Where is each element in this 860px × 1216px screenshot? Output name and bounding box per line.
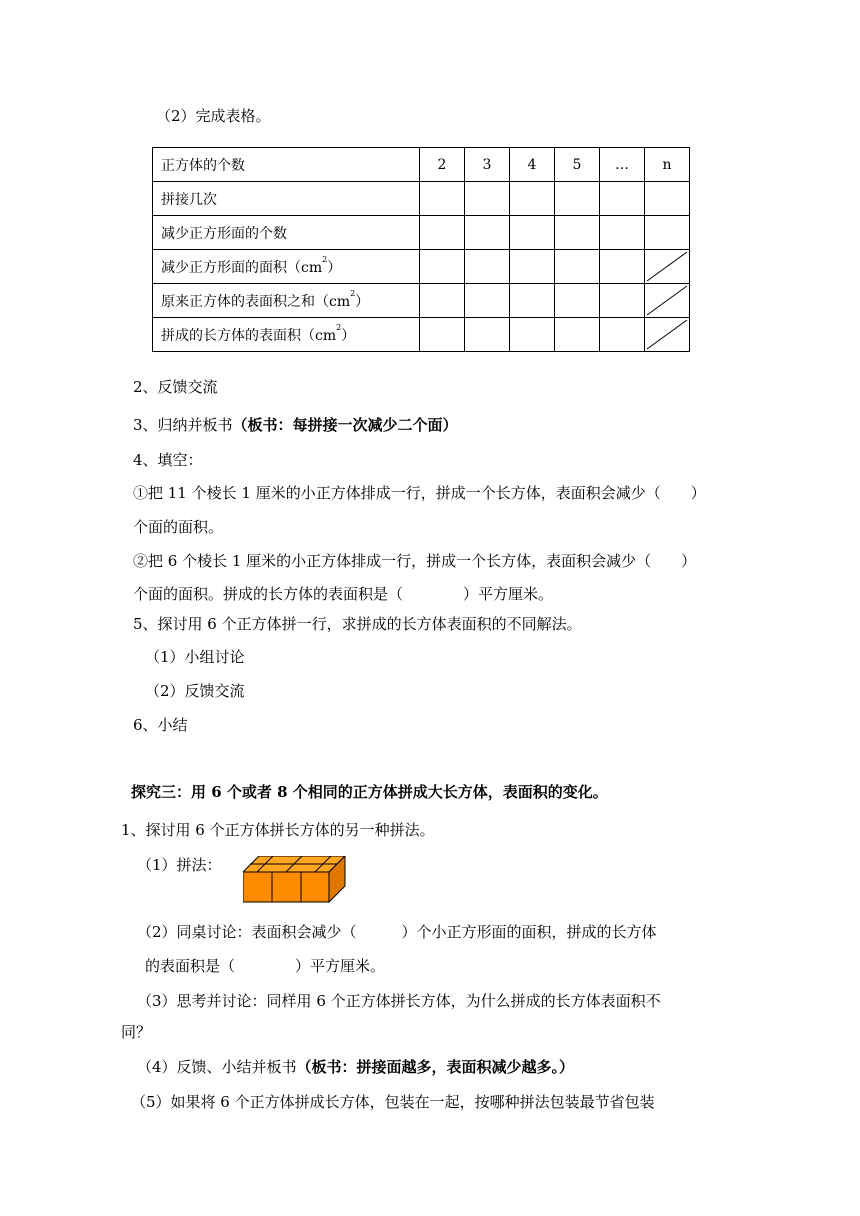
table-cell[interactable] (600, 182, 645, 216)
table-cell[interactable] (420, 250, 465, 284)
question-1-line-2: 个面的面积。 (133, 518, 224, 536)
table-cell[interactable] (465, 250, 510, 284)
row-label: 拼接几次 (153, 182, 420, 216)
table-cell[interactable] (600, 250, 645, 284)
table-cell[interactable] (420, 318, 465, 352)
table-cell[interactable] (420, 182, 465, 216)
table-cell[interactable] (555, 250, 600, 284)
explore-3-item-1: 1、探讨用 6 个正方体拼长方体的另一种拼法。 (121, 821, 435, 839)
table-row (153, 284, 690, 318)
row-label: 原来正方体的表面积之和$(cm^2)$ (153, 284, 420, 318)
explore-3-item-1-3-line-2: 同？ (121, 1023, 152, 1041)
crossed-out-cell (645, 284, 690, 318)
col-header: 3 (465, 148, 510, 182)
item-2: 2、反馈交流 (133, 378, 218, 396)
completion-table (152, 147, 690, 352)
cube-arrangement-figure (243, 856, 347, 904)
col-header: n (645, 148, 690, 182)
row-label: 减少正方形面的面积$(cm^2)$ (153, 250, 420, 284)
item-6: 6、小结 (133, 716, 188, 734)
col-header: 5 (555, 148, 600, 182)
table-cell[interactable] (645, 182, 690, 216)
item-5-1: （1）小组讨论 (145, 648, 245, 666)
question-2-line-2: 个面的面积。拼成的长方体的表面积是（ ）平方厘米。 (133, 585, 554, 603)
table-header-row (153, 148, 690, 182)
table-cell[interactable] (510, 250, 555, 284)
item-5: 5、探讨用 6 个正方体拼一行，求拼成的长方体表面积的不同解法。 (133, 615, 582, 633)
table-cell[interactable] (600, 318, 645, 352)
row-label: 减少正方形面的个数 (153, 216, 420, 250)
table-cell[interactable] (555, 284, 600, 318)
table-cell[interactable] (555, 216, 600, 250)
explore-3-item-1-3-line-1: （3）思考并讨论：同样用 6 个正方体拼长方体，为什么拼成的长方体表面积不 (137, 992, 661, 1010)
explore-3-item-1-5: （5）如果将 6 个正方体拼成长方体，包装在一起，按哪种拼法包装最节省包装 (131, 1093, 655, 1111)
item-5-2: （2）反馈交流 (145, 682, 245, 700)
table-cell[interactable] (465, 318, 510, 352)
explore-3-item-1-4: （4）反馈、小结并板书（板书：拼接面越多，表面积减少越多。） (137, 1058, 575, 1076)
table-cell[interactable] (555, 182, 600, 216)
table-cell[interactable] (420, 216, 465, 250)
table-cell[interactable] (510, 182, 555, 216)
table-cell[interactable] (465, 216, 510, 250)
col-header: 2 (420, 148, 465, 182)
table-row (153, 182, 690, 216)
table-cell[interactable] (510, 318, 555, 352)
explore-3-title: 探究三：用 6 个或者 8 个相同的正方体拼成大长方体，表面积的变化。 (131, 783, 608, 801)
item-4: 4、填空： (133, 451, 203, 469)
explore-3-item-1-2-line-2: 的表面积是（ ）平方厘米。 (145, 957, 386, 975)
table-cell[interactable] (645, 216, 690, 250)
table-row (153, 318, 690, 352)
crossed-out-cell (645, 250, 690, 284)
table-row (153, 250, 690, 284)
table-cell[interactable] (465, 284, 510, 318)
table-cell[interactable] (510, 216, 555, 250)
table-header-label: 正方体的个数 (153, 148, 420, 182)
table-cell[interactable] (600, 216, 645, 250)
row-label: 拼成的长方体的表面积$(cm^2)$ (153, 318, 420, 352)
table-cell[interactable] (600, 284, 645, 318)
table-cell[interactable] (465, 182, 510, 216)
table-cell[interactable] (510, 284, 555, 318)
explore-3-item-1-2-line-1: （2）同桌讨论：表面积会减少（ ）个小正方形面的面积，拼成的长方体 (137, 923, 657, 941)
table-row (153, 216, 690, 250)
col-header: … (600, 148, 645, 182)
explore-3-item-1-1: （1）拼法： (137, 856, 222, 874)
col-header: 4 (510, 148, 555, 182)
table-cell[interactable] (420, 284, 465, 318)
item-3: 3、归纳并板书（板书：每拼接一次减少二个面） (133, 416, 458, 434)
table-cell[interactable] (555, 318, 600, 352)
question-1-line-1: ①把 11 个棱长 1 厘米的小正方体排成一行，拼成一个长方体，表面积会减少（ ） (133, 484, 706, 502)
step-2-heading: （2）完成表格。 (156, 107, 271, 125)
crossed-out-cell (645, 318, 690, 352)
question-2-line-1: ②把 6 个棱长 1 厘米的小正方体排成一行，拼成一个长方体，表面积会减少（ ） (133, 552, 697, 570)
